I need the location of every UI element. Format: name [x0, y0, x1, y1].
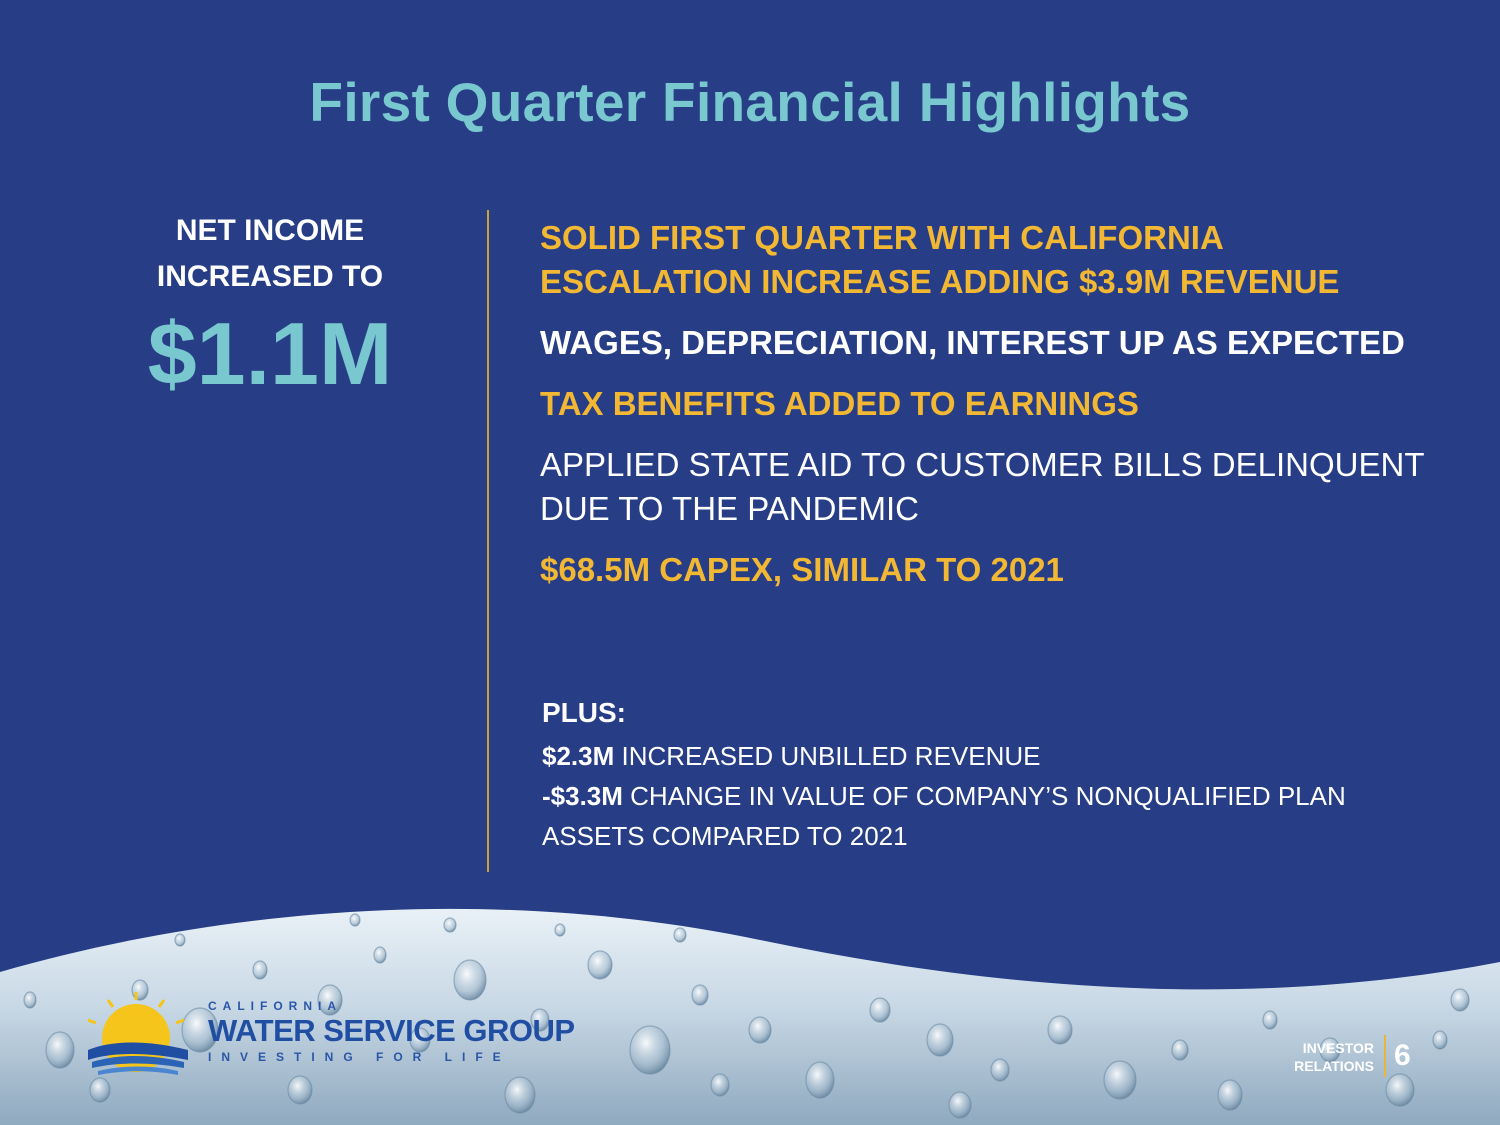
- plus-item-amount: -$3.3M: [542, 781, 623, 811]
- net-income-label-line1: NET INCOME: [175, 214, 365, 247]
- net-income-panel: [120, 208, 420, 404]
- water-drop: [1218, 1080, 1242, 1110]
- water-drop: [24, 992, 36, 1008]
- highlight-item: [540, 548, 1470, 592]
- highlight-item: [540, 321, 1470, 365]
- net-income-value: $1.1M: [147, 304, 393, 403]
- water-drop: [90, 1078, 110, 1102]
- plus-item-continuation: ASSETS COMPARED TO 2021: [542, 821, 908, 851]
- water-drop: [444, 918, 456, 932]
- water-drop: [630, 1026, 670, 1074]
- water-drop: [949, 1092, 971, 1118]
- plus-item-amount: $2.3M: [542, 741, 615, 771]
- ir-divider: [1384, 1035, 1386, 1077]
- ir-label-line2: RELATIONS: [1294, 1058, 1374, 1074]
- highlight-text: APPLIED STATE AID TO CUSTOMER BILLS DELINQUENT: [540, 446, 1425, 483]
- investor-relations-badge: [1280, 1035, 1430, 1080]
- water-drop: [991, 1059, 1009, 1081]
- water-drop: [555, 924, 565, 936]
- plus-title: PLUS:: [542, 697, 626, 728]
- page-number: 6: [1394, 1039, 1411, 1072]
- water-drop: [1104, 1061, 1136, 1099]
- net-income-label-line2: INCREASED TO: [156, 260, 384, 293]
- water-drop: [1172, 1040, 1188, 1060]
- highlight-text: $68.5M CAPEX, SIMILAR TO 2021: [540, 551, 1064, 588]
- highlight-text: SOLID FIRST QUARTER WITH CALIFORNIA: [540, 219, 1224, 256]
- water-drop: [288, 1076, 312, 1104]
- water-drop: [870, 998, 890, 1022]
- highlight-text: WAGES, DEPRECIATION, INTEREST UP AS EXPECTED: [540, 324, 1405, 361]
- water-drop: [674, 928, 686, 942]
- highlight-item: [540, 216, 1470, 304]
- water-drop: [1048, 1016, 1072, 1044]
- plus-item: [542, 736, 1442, 776]
- plus-item-text: CHANGE IN VALUE OF COMPANY’S NONQUALIFIED PLAN: [622, 781, 1346, 811]
- water-drop: [588, 951, 612, 979]
- water-drop: [711, 1074, 729, 1096]
- plus-item: [542, 776, 1442, 816]
- highlight-item: [540, 443, 1470, 531]
- water-drop: [1433, 1031, 1447, 1049]
- company-logo: [78, 988, 598, 1078]
- water-drop: [350, 914, 360, 926]
- water-drop: [927, 1024, 953, 1056]
- logo-main-text: WATER SERVICE GROUP: [208, 1013, 575, 1048]
- sun-wave-icon: [78, 988, 198, 1078]
- water-drop: [374, 947, 386, 963]
- page-title: First Quarter Financial Highlights: [309, 71, 1191, 133]
- highlight-text: TAX BENEFITS ADDED TO EARNINGS: [540, 385, 1139, 422]
- water-drop: [46, 1032, 74, 1068]
- water-drop: [175, 934, 185, 946]
- logo-small-text: CALIFORNIA: [208, 999, 342, 1013]
- water-drop: [1263, 1011, 1277, 1029]
- highlight-text: ESCALATION INCREASE ADDING $3.9M REVENUE: [540, 263, 1340, 300]
- water-drop: [253, 961, 267, 979]
- water-drop: [692, 985, 708, 1005]
- highlights-list: [540, 216, 1470, 609]
- water-drop: [505, 1077, 535, 1113]
- logo-tagline: INVESTING FOR LIFE: [208, 1050, 511, 1064]
- vertical-divider: [487, 210, 489, 872]
- plus-item-text: INCREASED UNBILLED REVENUE: [614, 741, 1041, 771]
- plus-section: [542, 694, 1442, 856]
- highlight-item: [540, 382, 1470, 426]
- water-drop: [749, 1017, 771, 1043]
- water-drop: [1451, 989, 1469, 1011]
- ir-label-line1: INVESTOR: [1302, 1040, 1374, 1056]
- water-drop: [806, 1062, 834, 1098]
- highlight-text: DUE TO THE PANDEMIC: [540, 490, 919, 527]
